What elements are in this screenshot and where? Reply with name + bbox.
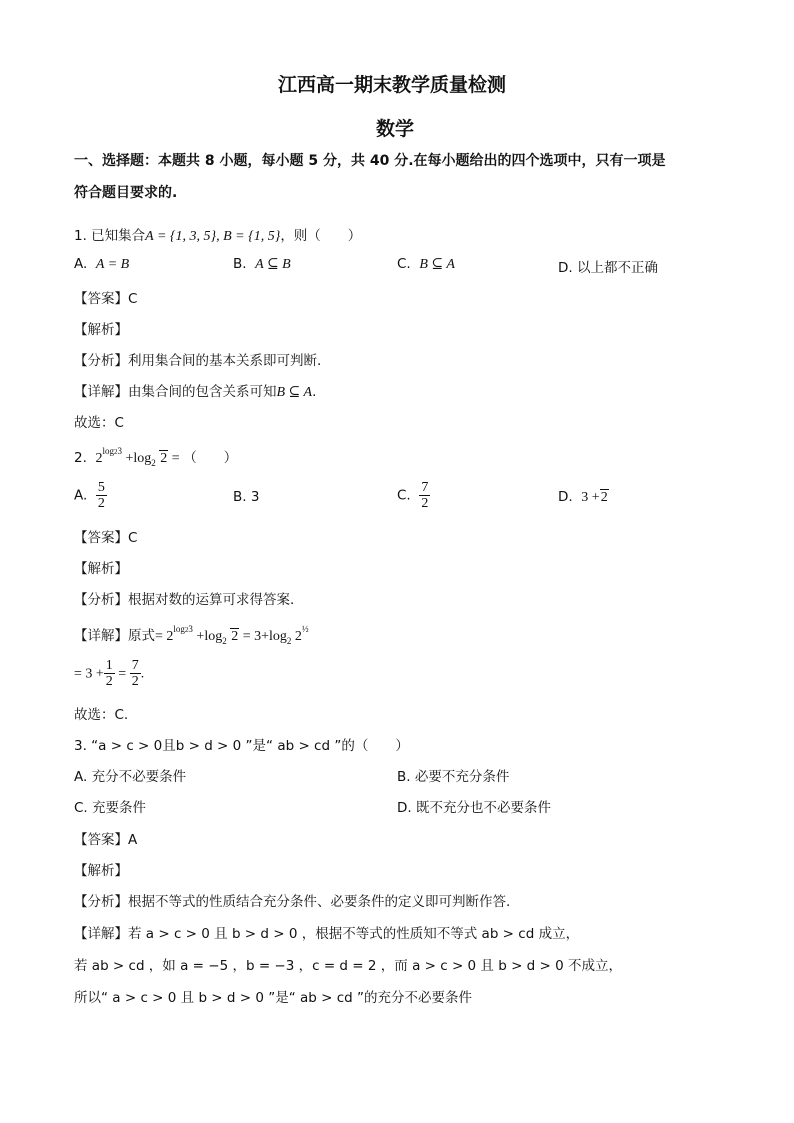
page-title: 江西高一期末教学质量检测: [278, 74, 507, 96]
q2-answer: [74, 526, 137, 546]
q2-frac-half: [104, 658, 115, 689]
q2-stem-end: （ ）: [183, 450, 238, 466]
q2-expression: $2^{log23} +\log_2$ 2 =: [95, 446, 184, 468]
q1-option-b: [233, 256, 291, 273]
detail-label: 【详解】: [74, 384, 128, 400]
q1-set-expression: A = {1, 3, 5}, B = {1, 5}: [145, 229, 281, 244]
q2-line2-start: = 3 +: [74, 666, 104, 682]
q3-detail-line2: 若 ab > cd ，如 a = −5 ，b = −3 ，c = d = 2 ，而 a > c > 0 且 b > d > 0 不成立，: [74, 958, 623, 974]
q2-option-c: [397, 480, 430, 511]
q1-option-a-math: A = B: [95, 257, 130, 272]
fenxi-label: 【分析】: [74, 592, 128, 608]
q1-prefix: 1. 已知集合: [74, 228, 146, 244]
q2-half-den: 2: [105, 674, 113, 689]
q1-answer-value: C: [128, 291, 138, 307]
detail-label: 【详解】: [74, 926, 128, 942]
q3-option-b: B. 必要不充分条件: [397, 769, 510, 785]
answer-label: 【答案】: [74, 530, 128, 546]
q3-option-c: C. 充要条件: [74, 800, 147, 816]
q1-option-c-label: C.: [397, 256, 411, 272]
q1-fenxi: [74, 349, 321, 369]
q1-conclusion: 故选：C: [74, 415, 124, 431]
q3-detail-line3: 所以“ a > c > 0 且 b > d > 0 ”是“ ab > cd ”的充分不必要条件: [74, 990, 473, 1006]
section-heading-line2: 符合题目要求的.: [74, 185, 178, 201]
q2-frac-seven: [130, 658, 141, 689]
q1-option-d: D. 以上都不正确: [558, 260, 658, 276]
q1-answer: [74, 287, 137, 307]
q1-detail-math: B ⊆ A: [276, 385, 313, 400]
q3-answer-value: A: [128, 832, 138, 848]
q1-stem: [74, 224, 361, 245]
q1-detail: 【详解】由集合间的包含关系可知B ⊆ A.: [74, 384, 317, 400]
q3-fenxi: [74, 890, 510, 910]
q2-a-num: 5: [97, 480, 105, 495]
q2-option-b: B. 3: [233, 489, 260, 505]
q2-detail-line2: = 3 + $\frac{1}{2}$ = $\frac{7}{2}$ .: [74, 658, 145, 689]
q1-option-b-label: B.: [233, 256, 247, 272]
q2-detail-math: = $2^{log23} +\log_2$ $2 = 3+\log_2$ $2^{\frac{1}{2}}$: [155, 624, 309, 646]
q2-a-den: 2: [97, 496, 105, 511]
q1-analysis-label: 【解析】: [74, 322, 128, 338]
q1-option-c-math: B ⊆ A: [419, 257, 455, 272]
q2-half-num: 1: [105, 658, 113, 673]
q2-option-a-frac: [96, 480, 107, 511]
q2-option-d-math: 3 +: [581, 490, 600, 505]
q2-seven-num: 7: [131, 658, 139, 673]
q3-analysis-label: 【解析】: [74, 863, 128, 879]
q1-detail-text: 由集合间的包含关系可知: [128, 384, 277, 400]
q2-stem: [74, 446, 237, 467]
q2-seven-den: 2: [131, 674, 139, 689]
q2-detail-text: 原式: [128, 628, 155, 644]
q2-conclusion: 故选：C.: [74, 707, 129, 723]
q2-fenxi-text: 根据对数的运算可求得答案.: [128, 592, 295, 608]
q1-option-b-math: A ⊆ B: [255, 257, 291, 272]
q2-option-a-label: A.: [74, 487, 88, 504]
q3-answer: [74, 828, 137, 848]
fenxi-label: 【分析】: [74, 353, 128, 369]
q2-c-num: 7: [421, 480, 429, 495]
q2-option-d: [558, 489, 609, 506]
q2-option-c-frac: [419, 480, 430, 511]
q2-option-a: [74, 480, 107, 511]
q2-c-den: 2: [421, 496, 429, 511]
answer-label: 【答案】: [74, 832, 128, 848]
answer-label: 【答案】: [74, 291, 128, 307]
fenxi-label: 【分析】: [74, 894, 128, 910]
q2-option-c-label: C.: [397, 487, 411, 504]
q2-analysis-label: 【解析】: [74, 561, 128, 577]
q3-detail-text: 若 a > c > 0 且 b > d > 0 ，根据不等式的性质知不等式 ab > cd 成立，: [128, 926, 580, 942]
q2-option-d-label: D.: [558, 489, 573, 505]
q3-detail: [74, 922, 579, 942]
q1-fenxi-text: 利用集合间的基本关系即可判断.: [128, 353, 322, 369]
q2-num: 2.: [74, 450, 87, 466]
detail-label: 【详解】: [74, 628, 128, 644]
q2-fenxi: [74, 588, 294, 608]
q3-fenxi-text: 根据不等式的性质结合充分条件、必要条件的定义即可判断作答.: [128, 894, 511, 910]
q3-option-d: D. 既不充分也不必要条件: [397, 800, 551, 816]
q1-option-a: [74, 256, 129, 273]
q2-detail: [74, 624, 309, 645]
section-heading-line1: 一、选择题：本题共 8 小题，每小题 5 分，共 40 分.在每小题给出的四个选项中，只有一项是: [74, 153, 666, 169]
q1-suffix: ，则（ ）: [280, 228, 362, 244]
q3-option-a: A. 充分不必要条件: [74, 769, 187, 785]
q1-option-c: [397, 256, 455, 273]
subject-title: 数学: [376, 118, 415, 140]
q2-answer-value: C: [128, 530, 138, 546]
q2-option-d-sqrt: 2: [600, 490, 608, 505]
q1-option-a-label: A.: [74, 256, 88, 272]
q3-stem: 3. “a > c > 0且b > d > 0 ”是“ ab > cd ”的（ ）: [74, 738, 409, 754]
